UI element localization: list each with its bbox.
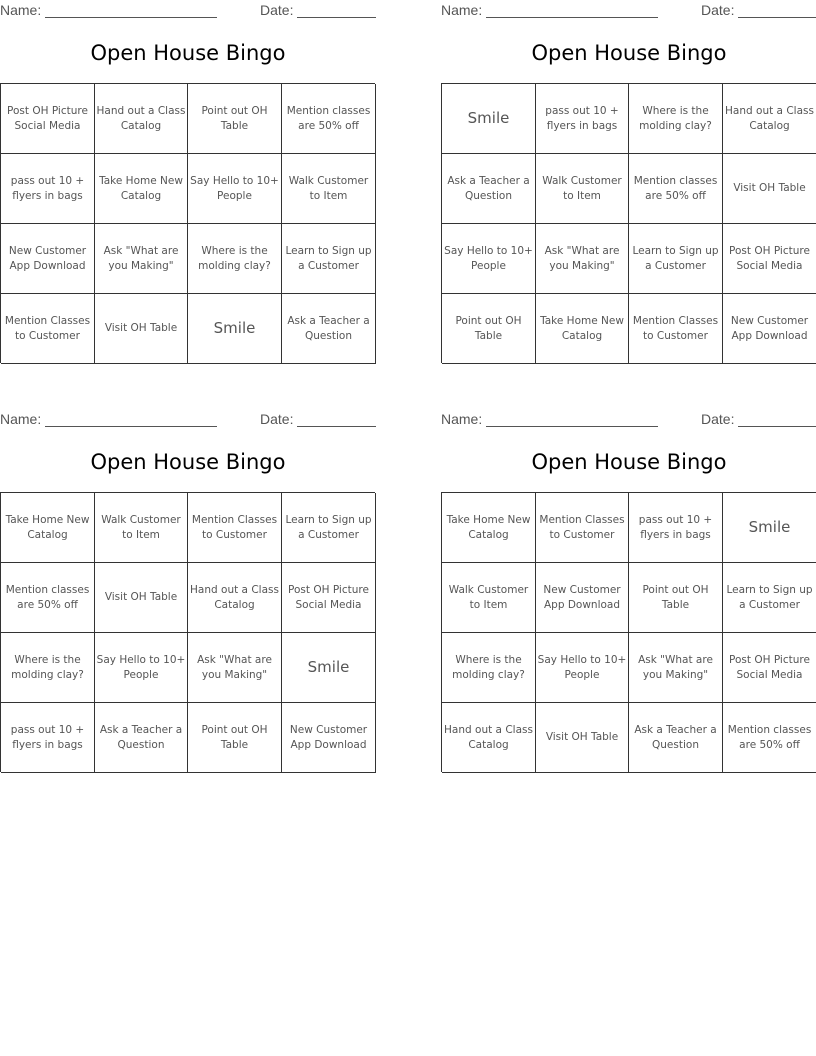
bingo-card <box>0 0 376 370</box>
bingo-cell: Walk Customer to Item <box>536 154 629 224</box>
date-label: Date: <box>260 2 294 18</box>
bingo-cell: Where is the molding clay? <box>188 224 282 294</box>
name-label: Name: <box>441 2 483 18</box>
bingo-cell: Mention Classes to Customer <box>629 294 723 364</box>
date-field-line <box>738 17 816 18</box>
bingo-cell: New Customer App Download <box>282 703 376 773</box>
bingo-cell: Where is the molding clay? <box>442 633 536 703</box>
bingo-card <box>0 409 376 779</box>
bingo-card <box>441 0 816 370</box>
card-title: Open House Bingo <box>531 450 727 474</box>
bingo-cell: Learn to Sign up a Customer <box>723 563 816 633</box>
bingo-cell: Mention classes are 50% off <box>723 703 816 773</box>
name-date-row <box>0 411 376 429</box>
bingo-cell: Visit OH Table <box>95 294 188 364</box>
date-label: Date: <box>260 411 294 427</box>
name-label: Name: <box>0 411 42 427</box>
bingo-cell: New Customer App Download <box>1 224 95 294</box>
bingo-cell: pass out 10 + flyers in bags <box>536 84 629 154</box>
bingo-cell: Mention classes are 50% off <box>1 563 95 633</box>
bingo-cell: Smile <box>282 633 376 703</box>
bingo-cell: New Customer App Download <box>723 294 816 364</box>
bingo-cell: Visit OH Table <box>723 154 816 224</box>
bingo-cell: Hand out a Class Catalog <box>723 84 816 154</box>
name-field-line <box>45 17 217 18</box>
bingo-cell: Say Hello to 10+ People <box>95 633 188 703</box>
name-field-line <box>486 17 658 18</box>
name-label: Name: <box>0 2 42 18</box>
bingo-cell: Post OH Picture Social Media <box>1 84 95 154</box>
bingo-cell: Take Home New Catalog <box>1 493 95 563</box>
bingo-cell: Learn to Sign up a Customer <box>282 493 376 563</box>
bingo-cell: Ask a Teacher a Question <box>95 703 188 773</box>
bingo-cell: Mention classes are 50% off <box>282 84 376 154</box>
bingo-cell: Mention Classes to Customer <box>1 294 95 364</box>
bingo-cell: Learn to Sign up a Customer <box>282 224 376 294</box>
card-title: Open House Bingo <box>531 41 727 65</box>
bingo-cell: Ask "What are you Making" <box>188 633 282 703</box>
name-date-row <box>0 2 376 20</box>
bingo-cell: Point out OH Table <box>188 703 282 773</box>
bingo-cell: Walk Customer to Item <box>95 493 188 563</box>
name-date-row <box>441 2 816 20</box>
name-field-line <box>486 426 658 427</box>
date-field-line <box>738 426 816 427</box>
bingo-cell: New Customer App Download <box>536 563 629 633</box>
bingo-cell: Take Home New Catalog <box>442 493 536 563</box>
bingo-cell: Say Hello to 10+ People <box>442 224 536 294</box>
name-date-row <box>441 411 816 429</box>
bingo-cell: Where is the molding clay? <box>629 84 723 154</box>
bingo-cell: Take Home New Catalog <box>95 154 188 224</box>
bingo-cell: Point out OH Table <box>188 84 282 154</box>
bingo-cell: Hand out a Class Catalog <box>442 703 536 773</box>
date-label: Date: <box>701 2 735 18</box>
bingo-cell: Point out OH Table <box>442 294 536 364</box>
name-field-line <box>45 426 217 427</box>
bingo-cell: pass out 10 + flyers in bags <box>1 703 95 773</box>
card-title: Open House Bingo <box>90 41 286 65</box>
bingo-cell: Point out OH Table <box>629 563 723 633</box>
name-label: Name: <box>441 411 483 427</box>
bingo-cell: Ask a Teacher a Question <box>629 703 723 773</box>
bingo-grid <box>441 492 816 772</box>
bingo-cell: Smile <box>188 294 282 364</box>
bingo-cell: Visit OH Table <box>536 703 629 773</box>
bingo-grid <box>441 83 816 363</box>
bingo-cell: Smile <box>442 84 536 154</box>
date-label: Date: <box>701 411 735 427</box>
bingo-cell: Walk Customer to Item <box>282 154 376 224</box>
bingo-cell: Mention Classes to Customer <box>188 493 282 563</box>
bingo-cell: Where is the molding clay? <box>1 633 95 703</box>
bingo-cell: Mention classes are 50% off <box>629 154 723 224</box>
bingo-cell: Ask a Teacher a Question <box>282 294 376 364</box>
bingo-cell: Hand out a Class Catalog <box>95 84 188 154</box>
bingo-cell: Post OH Picture Social Media <box>723 224 816 294</box>
bingo-cell: Say Hello to 10+ People <box>188 154 282 224</box>
bingo-cell: Ask "What are you Making" <box>536 224 629 294</box>
bingo-cell: Ask "What are you Making" <box>629 633 723 703</box>
bingo-cell: Ask a Teacher a Question <box>442 154 536 224</box>
date-field-line <box>297 17 376 18</box>
bingo-cell: Visit OH Table <box>95 563 188 633</box>
card-title: Open House Bingo <box>90 450 286 474</box>
bingo-cell: Post OH Picture Social Media <box>282 563 376 633</box>
bingo-cell: Smile <box>723 493 816 563</box>
bingo-cell: Walk Customer to Item <box>442 563 536 633</box>
bingo-grid <box>0 83 375 363</box>
date-field-line <box>297 426 376 427</box>
bingo-card <box>441 409 816 779</box>
bingo-cell: Learn to Sign up a Customer <box>629 224 723 294</box>
bingo-cell: pass out 10 + flyers in bags <box>629 493 723 563</box>
bingo-cell: Ask "What are you Making" <box>95 224 188 294</box>
bingo-cell: Hand out a Class Catalog <box>188 563 282 633</box>
bingo-grid <box>0 492 375 772</box>
bingo-cell: Take Home New Catalog <box>536 294 629 364</box>
bingo-cell: Post OH Picture Social Media <box>723 633 816 703</box>
bingo-cell: pass out 10 + flyers in bags <box>1 154 95 224</box>
bingo-cell: Say Hello to 10+ People <box>536 633 629 703</box>
bingo-cell: Mention Classes to Customer <box>536 493 629 563</box>
